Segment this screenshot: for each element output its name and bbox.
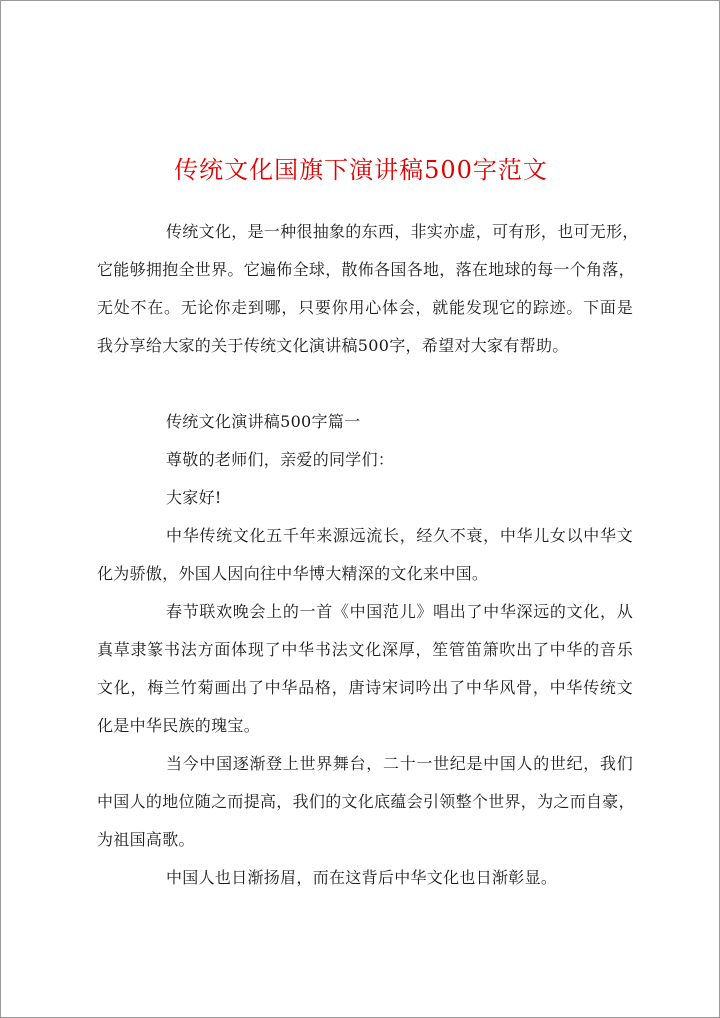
- paragraph-line: 为祖国高歌。: [97, 830, 195, 849]
- paragraph-line: 当今中国逐渐登上世界舞台，二十一世纪是中国人的世纪，我们: [166, 754, 633, 773]
- document-title: 传统文化国旗下演讲稿500字范文: [174, 156, 548, 184]
- greeting: 大家好!: [166, 488, 222, 507]
- paragraph-line: 中国人也日渐扬眉，而在这背后中华文化也日渐彰显。: [166, 868, 558, 887]
- paragraph-line: 文化，梅兰竹菊画出了中华品格，唐诗宋词吟出了中华风骨，中华传统文: [97, 678, 633, 697]
- paragraph-line: 真草隶篆书法方面体现了中华书法文化深厚，笙管笛箫吹出了中华的音乐: [97, 640, 633, 659]
- intro-line: 我分享给大家的关于传统文化演讲稿500字，希望对大家有帮助。: [97, 336, 569, 355]
- section-heading: 传统文化演讲稿500字篇一: [166, 412, 361, 431]
- intro-line: 它能够拥抱全世界。它遍佈全球，散佈各国各地，落在地球的每一个角落，: [97, 260, 635, 279]
- paragraph-line: 中国人的地位随之而提高，我们的文化底蕴会引领整个世界，为之而自豪，: [97, 792, 635, 811]
- intro-line: 无处不在。无论你走到哪，只要你用心体会，就能发现它的踪迹。下面是: [97, 298, 633, 317]
- paragraph-line: 化为骄傲，外国人因向往中华博大精深的文化来中国。: [97, 564, 489, 583]
- paragraph-line: 化是中华民族的瑰宝。: [97, 716, 261, 735]
- paragraph-line: 中华传统文化五千年来源远流长，经久不衰，中华儿女以中华文: [166, 526, 633, 545]
- salutation: 尊敬的老师们，亲爱的同学们：: [166, 450, 395, 469]
- paragraph-line: 春节联欢晚会上的一首《中国范儿》唱出了中华深远的文化，从: [166, 602, 633, 621]
- intro-line: 传统文化，是一种很抽象的东西，非实亦虚，可有形，也可无形，: [166, 222, 639, 241]
